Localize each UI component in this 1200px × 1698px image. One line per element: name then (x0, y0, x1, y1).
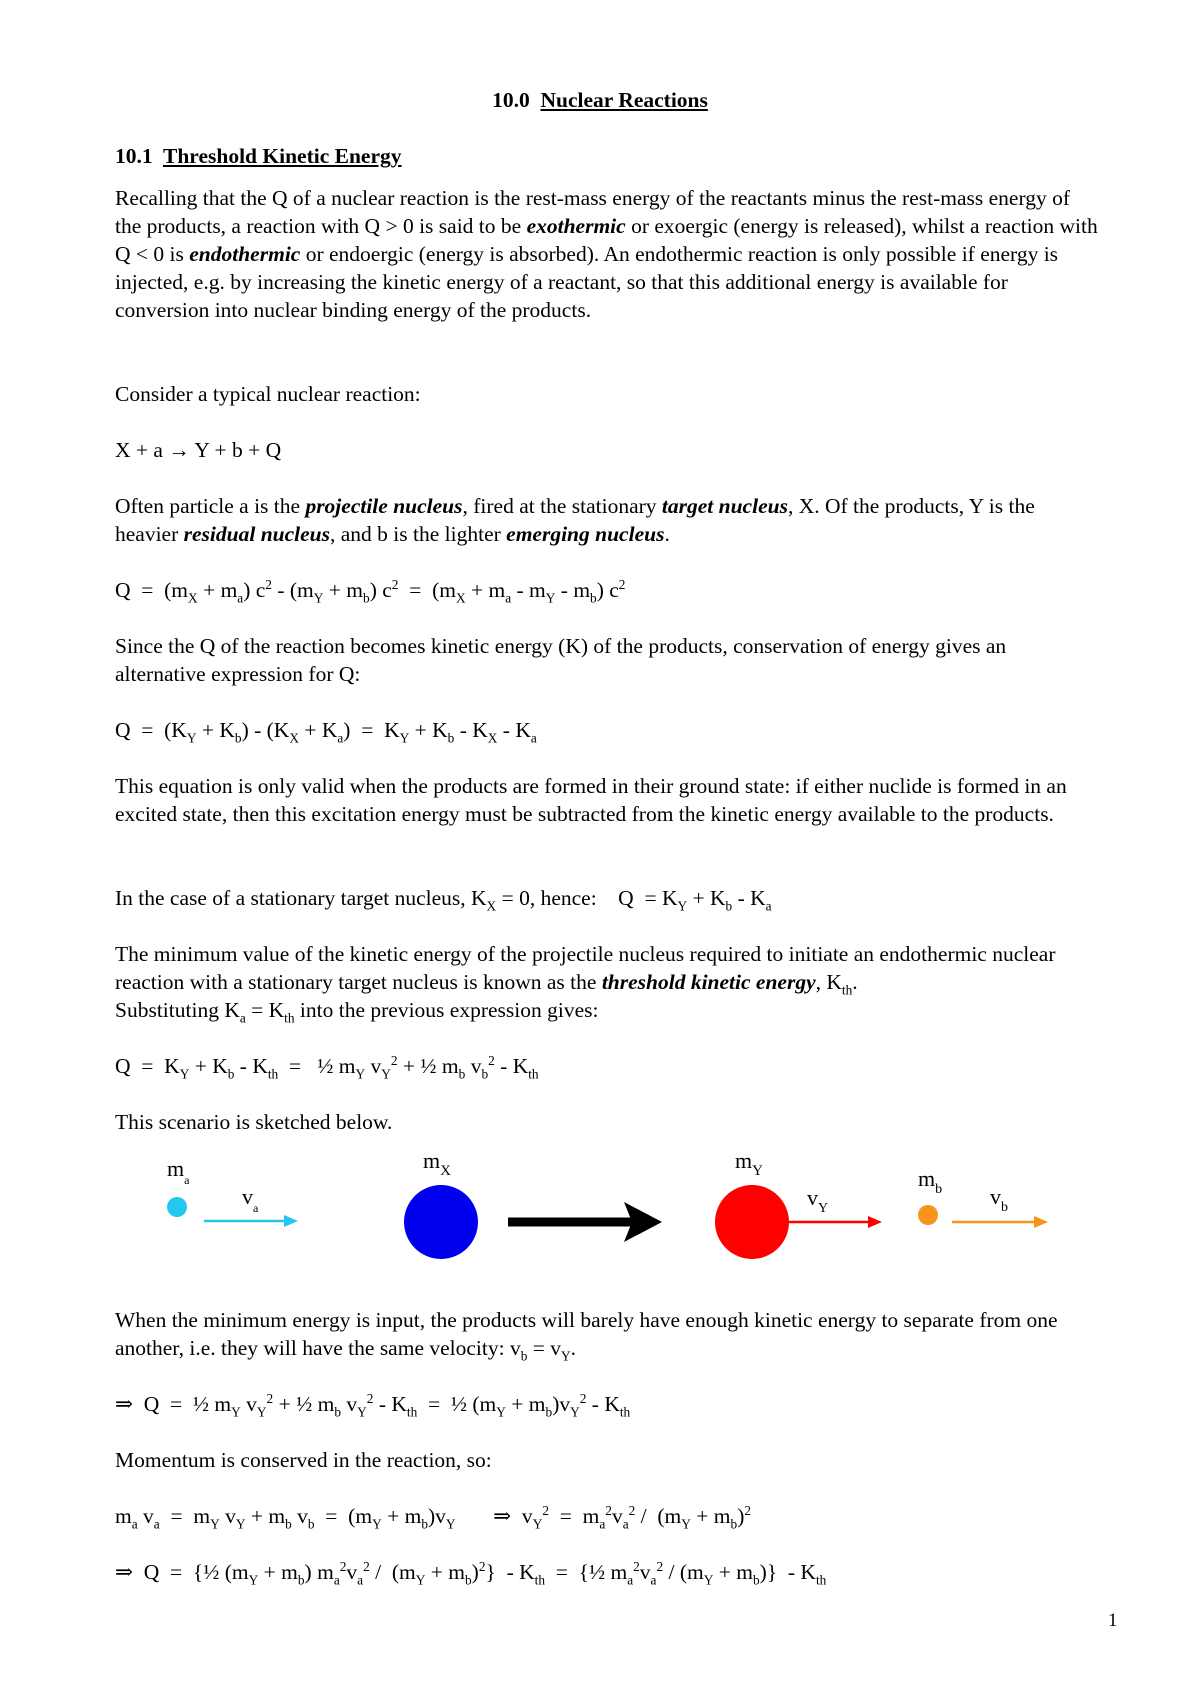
velocity-arrowhead-b (1034, 1216, 1048, 1228)
term-threshold: threshold kinetic energy (601, 970, 816, 994)
section-heading: 10.1 Threshold Kinetic Energy (115, 144, 402, 168)
reaction-diagram (0, 1140, 1200, 1270)
equation-q-mass: $Q = (m_X + m_a)$ $c^2 - (m_Y + m_b) c^2 = (m_X + m_a - m_Y - m_b)$ $c^2$ (115, 576, 626, 606)
paragraph-stationary: In the case of a stationary target nucleus, $K_X = 0$, hence: $Q = K_Y + K_b - K_a$ (115, 886, 772, 914)
label-mb: $m_b$ (918, 1166, 943, 1197)
paragraph-consider: Consider a typical nuclear reaction: (115, 382, 421, 406)
document-title (0, 86, 1200, 114)
label-vy: $v_Y$ (807, 1185, 829, 1216)
section-title: Threshold Kinetic Energy (163, 144, 402, 168)
label-mx: $m_X$ (423, 1148, 451, 1179)
residual-nucleus-y (715, 1185, 789, 1259)
paragraph-momentum: Momentum is conserved in the reaction, so: (115, 1448, 492, 1472)
term-endothermic: endothermic (189, 242, 301, 266)
particle-a (167, 1197, 187, 1217)
title-number: 10.0 (492, 88, 530, 112)
title-text: Nuclear Reactions (540, 88, 708, 112)
label-my: $m_Y$ (735, 1148, 763, 1179)
velocity-arrowhead-a (284, 1215, 298, 1227)
equation-momentum: $m_a$ $v_a = m_Y$ $v_Y + m_b$ $v_b = (m_Y + m_b)v_Y$ ⇒ $v_Y^2 = m_a^2v_a^2 / (m_Y + m_b)^2$ (115, 1502, 752, 1532)
reaction-equation: X + a → Y + b + Q (115, 438, 282, 462)
paragraph-ground-state: This equation is only valid when the products are formed in their ground state: if either nuclide is formed in an excited state, then this excitation energy must be subtracted from the kinetic energy available to the products. (115, 774, 1067, 826)
paragraph-sketch: This scenario is sketched below. (115, 1110, 393, 1134)
equation-q-kinetic: $Q = (K_Y + K_b) - (K_X + K_a) = K_Y + K_b - K_X - K_a$ (115, 718, 537, 746)
equation-minimum: ⇒ Q = ½ $m_Y$ $v_Y^2$ + ½ $m_b$ $v_Y^2 - K_{th}$ = ½ $(m_Y + m_b)v_Y^2 - K_{th}$ (115, 1390, 631, 1420)
label-va: $v_a$ (242, 1184, 259, 1215)
target-nucleus-x (404, 1185, 478, 1259)
term-exothermic: exothermic (526, 214, 626, 238)
paragraph-kinetic: Since the Q of the reaction becomes kinetic energy (K) of the products, conservation of energy gives an alternative expression for Q: (115, 634, 1007, 686)
equation-final: ⇒ Q = {½ $(m_Y + m_b)$ $m_a^2v_a^2 / (m_Y + m_b)^2\} - K_{th}$ = {½ $m_a^2v_a^2 / (m_Y + m_b)\} - K_{th}$ (115, 1558, 827, 1588)
emerging-nucleus-b (918, 1205, 938, 1225)
velocity-arrowhead-y (868, 1216, 882, 1228)
label-ma: $m_a$ (167, 1156, 190, 1187)
paragraph-intro: Recalling that the Q of a nuclear reaction is the rest-mass energy of the reactants minus the rest-mass energy of the products, a reaction with Q > 0 is said to be exothermic or exoergic (energy is released), whilst a reaction with Q < 0 is endothermic or endoergic (energy is absorbed). An endothermic reaction is only possible if energy is injected, e.g. by increasing the kinetic energy of a reactant, so that this additional energy is available for conversion into nuclear binding energy of the products. (115, 186, 1098, 322)
page-number: 1 (1108, 1610, 1118, 1631)
label-vb: $v_b$ (990, 1184, 1008, 1215)
paragraph-threshold: The minimum value of the kinetic energy of the projectile nucleus required to initiate an endothermic nuclear reaction with a stationary target nucleus is known as the threshold kinetic energy, $K_{th}$. Substituting $K_a = K_{th}$ into the previous expression gives: (115, 942, 1056, 1026)
paragraph-minimum-energy: When the minimum energy is input, the products will barely have enough kinetic energy to separate from one another, i.e. they will have the same velocity: $v_b = v_Y$. (115, 1308, 1058, 1364)
paragraph-particles: Often particle a is the projectile nucleus, fired at the stationary target nucleus, X. Of the products, Y is the heavier residual nucleus, and b is the lighter emerging nucleus. (115, 494, 1035, 546)
equation-threshold: $Q = K_Y + K_b - K_{th}$ = ½ $m_Y$ $v_Y^2$ + ½ $m_b$ $v_b^2 - K_{th}$ (115, 1052, 539, 1082)
